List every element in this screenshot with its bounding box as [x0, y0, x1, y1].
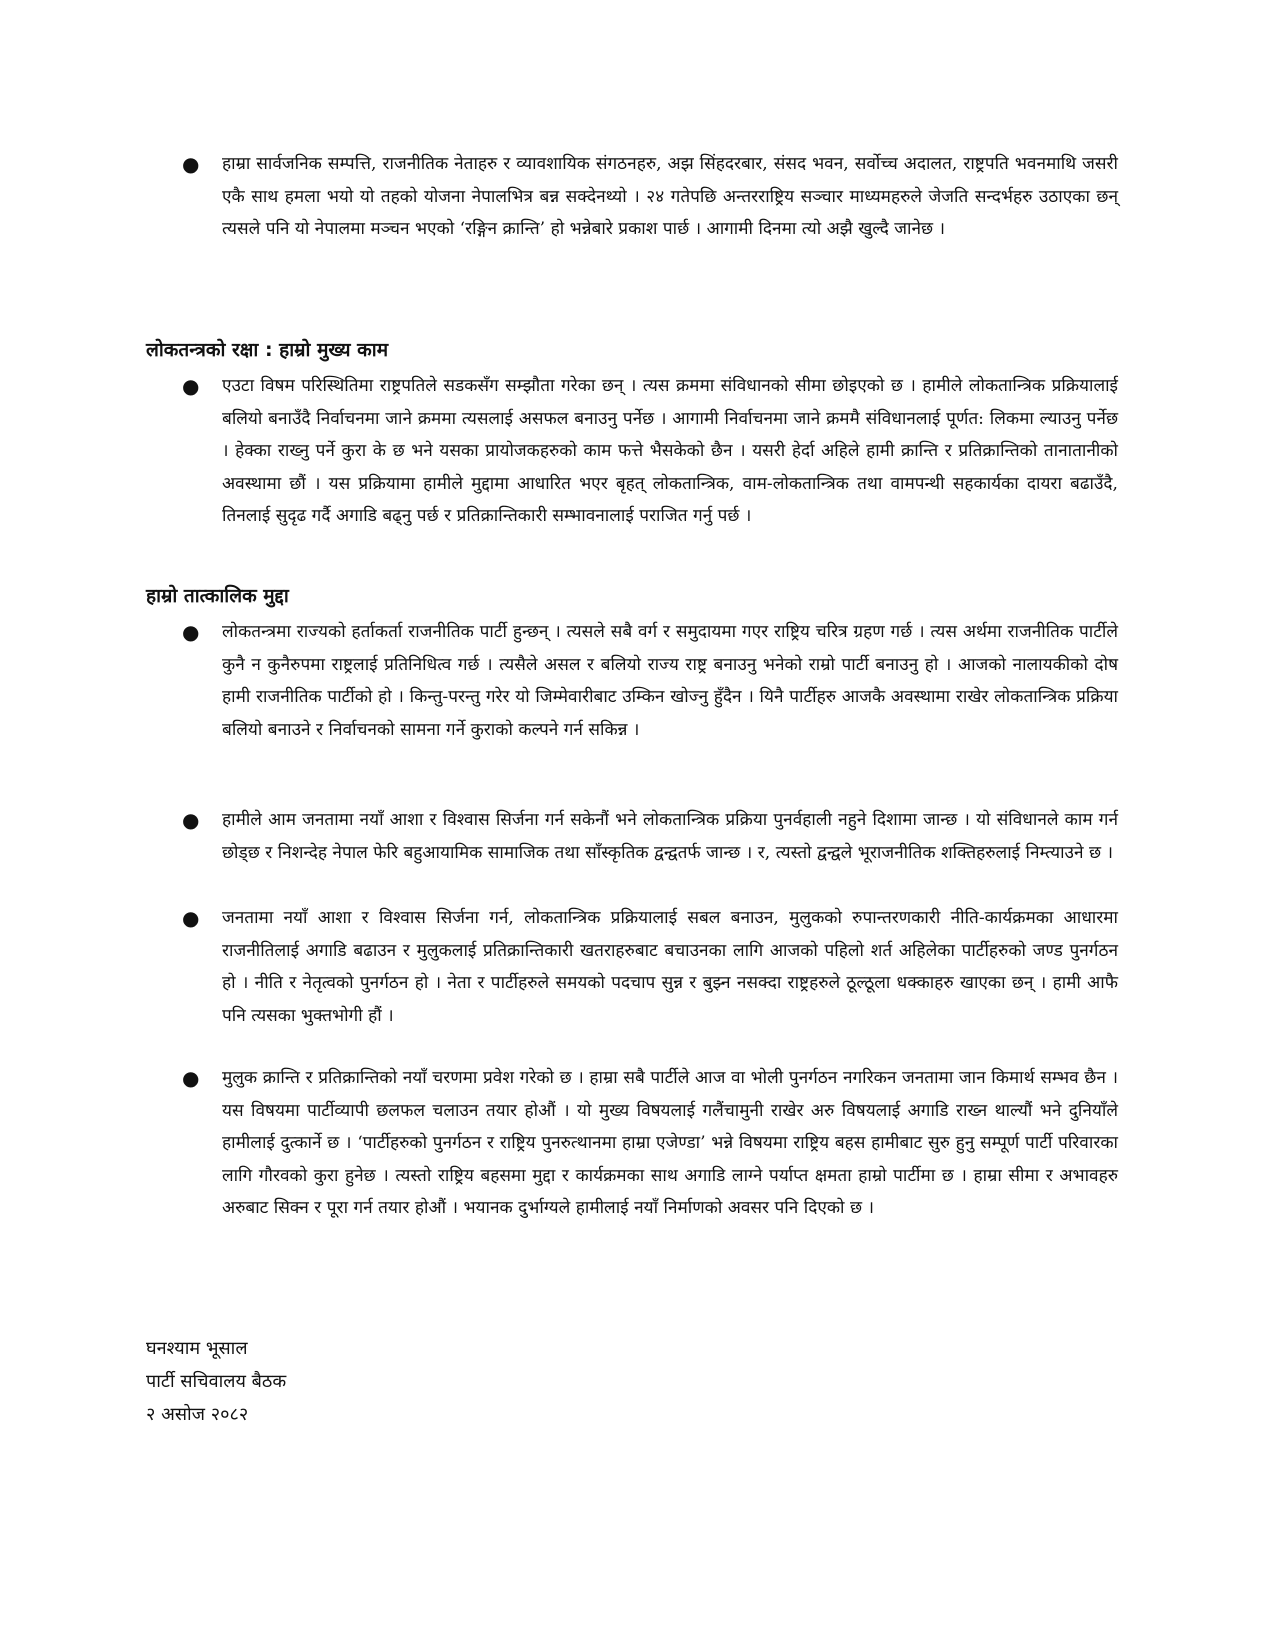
section1-paragraph: एउटा विषम परिस्थितिमा राष्ट्रपतिले सडकसँग सम्झौता गरेका छन् । त्यस क्रममा संविधानको सीमा छोइएको छ । हामीले लोकतान्त्रिक प्रक्रियालाई बलियो बनाउँदै निर्वाचनमा जाने क्रममा त्यसलाई असफल बनाउनु पर्नेछ । आगामी निर्वाचनमा जाने क्रममै संविधानलाई पूर्णत: लिकमा ल्याउनु पर्नेछ । हेक्का राख्नु पर्ने कुरा के छ भने यसका प्रायोजकहरुको काम फत्ते भैसकेको छैन । यसरी हेर्दा अहिले हामी क्रान्ति र प्रतिक्रान्तिको तानातानीको अवस्थामा छौं । यस प्रक्रियामा हामीले मुद्दामा आधारित भएर बृहत् लोकतान्त्रिक, वाम-लोकतान्त्रिक तथा वामपन्थी सहकार्यका दायरा बढाउँदै, तिनलाई सुदृढ गर्दै अगाडि बढ्नु पर्छ र प्रतिक्रान्तिकारी सम्भावनालाई पराजित गर्नु पर्छ । — [222, 376, 1118, 527]
bullet-icon: ● — [182, 808, 200, 832]
bullet-icon: ● — [182, 906, 200, 930]
section-heading-immediate-issues: हाम्रो तात्कालिक मुद्दा — [146, 585, 289, 607]
section-heading-democracy: लोकतन्त्रको रक्षा : हाम्रो मुख्य काम — [146, 339, 389, 361]
signature-body: पार्टी सचिवालय बैठक — [146, 1371, 287, 1392]
signature-block — [146, 1332, 646, 1431]
section2-paragraph-1: लोकतन्त्रमा राज्यको हर्ताकर्ता राजनीतिक पार्टी हुन्छन् । त्यसले सबै वर्ग र समुदायमा गएर राष्ट्रिय चरित्र ग्रहण गर्छ । त्यस अर्थमा राजनीतिक पार्टीले कुनै न कुनैरुपमा राष्ट्रलाई प्रतिनिधित्व गर्छ । त्यसैले असल र बलियो राज्य राष्ट्र बनाउनु भनेको राम्रो पार्टी बनाउनु हो । आजको नालायकीको दोष हामी राजनीतिक पार्टीको हो । किन्तु-परन्तु गरेर यो जिम्मेवारीबाट उम्किन खोज्नु हुँदैन । यिनै पार्टीहरु आजकै अवस्थामा राखेर लोकतान्त्रिक प्रक्रिया बलियो बनाउने र निर्वाचनको सामना गर्ने कुराको कल्पने गर्न सकिन्न । — [222, 622, 1118, 740]
bullet-icon: ● — [182, 374, 200, 398]
bullet-icon: ● — [182, 152, 200, 176]
section2-paragraph-2: हामीले आम जनतामा नयाँ आशा र विश्वास सिर्जना गर्न सकेनौं भने लोकतान्त्रिक प्रक्रिया पुनर्वहाली नहुने दिशामा जान्छ । यो संविधानले काम गर्न छोड्छ र निशन्देह नेपाल फेरि बहुआयामिक सामाजिक तथा साँस्कृतिक द्वन्द्वतर्फ जान्छ । र, त्यस्तो द्वन्द्वले भूराजनीतिक शक्तिहरुलाई निम्त्याउने छ । — [222, 810, 1118, 863]
section2-paragraph-3: जनतामा नयाँ आशा र विश्वास सिर्जना गर्न, लोकतान्त्रिक प्रक्रियालाई सबल बनाउन, मुलुकको रुपान्तरणकारी नीति-कार्यक्रमका आधारमा राजनीतिलाई अगाडि बढाउन र मुलुकलाई प्रतिक्रान्तिकारी खतराहरुबाट बचाउनका लागि आजको पहिलो शर्त अहिलेका पार्टीहरुको जण्ड पुनर्गठन हो । नीति र नेतृत्वको पुनर्गठन हो । नेता र पार्टीहरुले समयको पदचाप सुन्न र बुझ्न नसक्दा राष्ट्रहरुले ठूल्ठूला धक्काहरु खाएका छन् । हामी आफै पनि त्यसका भुक्तभोगी हौं । — [222, 908, 1118, 1026]
signature-date: २ असोज २०८२ — [146, 1404, 249, 1425]
bullet-icon: ● — [182, 620, 200, 644]
intro-paragraph: हाम्रा सार्वजनिक सम्पत्ति, राजनीतिक नेताहरु र व्यावशायिक संगठनहरु, अझ सिंहदरबार, संसद भवन, सर्वोच्च अदालत, राष्ट्रपति भवनमाथि जसरी एकै साथ हमला भयो यो तहको योजना नेपालभित्र बन्न सक्देनथ्यो । २४ गतेपछि अन्तरराष्ट्रिय सञ्चार माध्यमहरुले जेजति सन्दर्भहरु उठाएका छन् त्यसले पनि यो नेपालमा मञ्चन भएको ‘रङ्गिन क्रान्ति’ हो भन्नेबारे प्रकाश पार्छ । आगामी दिनमा त्यो अझै खुल्दै जानेछ । — [222, 154, 1118, 240]
section2-paragraph-4: मुलुक क्रान्ति र प्रतिक्रान्तिको नयाँ चरणमा प्रवेश गरेको छ । हाम्रा सबै पार्टीले आज वा भोली पुनर्गठन नगरिकन जनतामा जान किमार्थ सम्भव छैन । यस विषयमा पार्टीव्यापी छलफल चलाउन तयार होऔं । यो मुख्य विषयलाई गलैंचामुनी राखेर अरु विषयलाई अगाडि राख्न थाल्यौं भने दुनियाँले हामीलाई दुत्कार्ने छ । ‘पार्टीहरुको पुनर्गठन र राष्ट्रिय पुनरुत्थानमा हाम्रा एजेण्डा’ भन्ने विषयमा राष्ट्रिय बहस हामीबाट सुरु हुनु सम्पूर्ण पार्टी परिवारका लागि गौरवको कुरा हुनेछ । त्यस्तो राष्ट्रिय बहसमा मुद्दा र कार्यक्रमका साथ अगाडि लाग्ने पर्याप्त क्षमता हाम्रो पार्टीमा छ । हाम्रा सीमा र अभावहरु अरुबाट सिक्न र पूरा गर्न तयार होऔं । भयानक दुर्भाग्यले हामीलाई नयाँ निर्माणको अवसर पनि दिएको छ । — [222, 1068, 1118, 1219]
bullet-icon: ● — [182, 1066, 200, 1090]
signature-name: घनश्याम भूसाल — [146, 1338, 248, 1359]
